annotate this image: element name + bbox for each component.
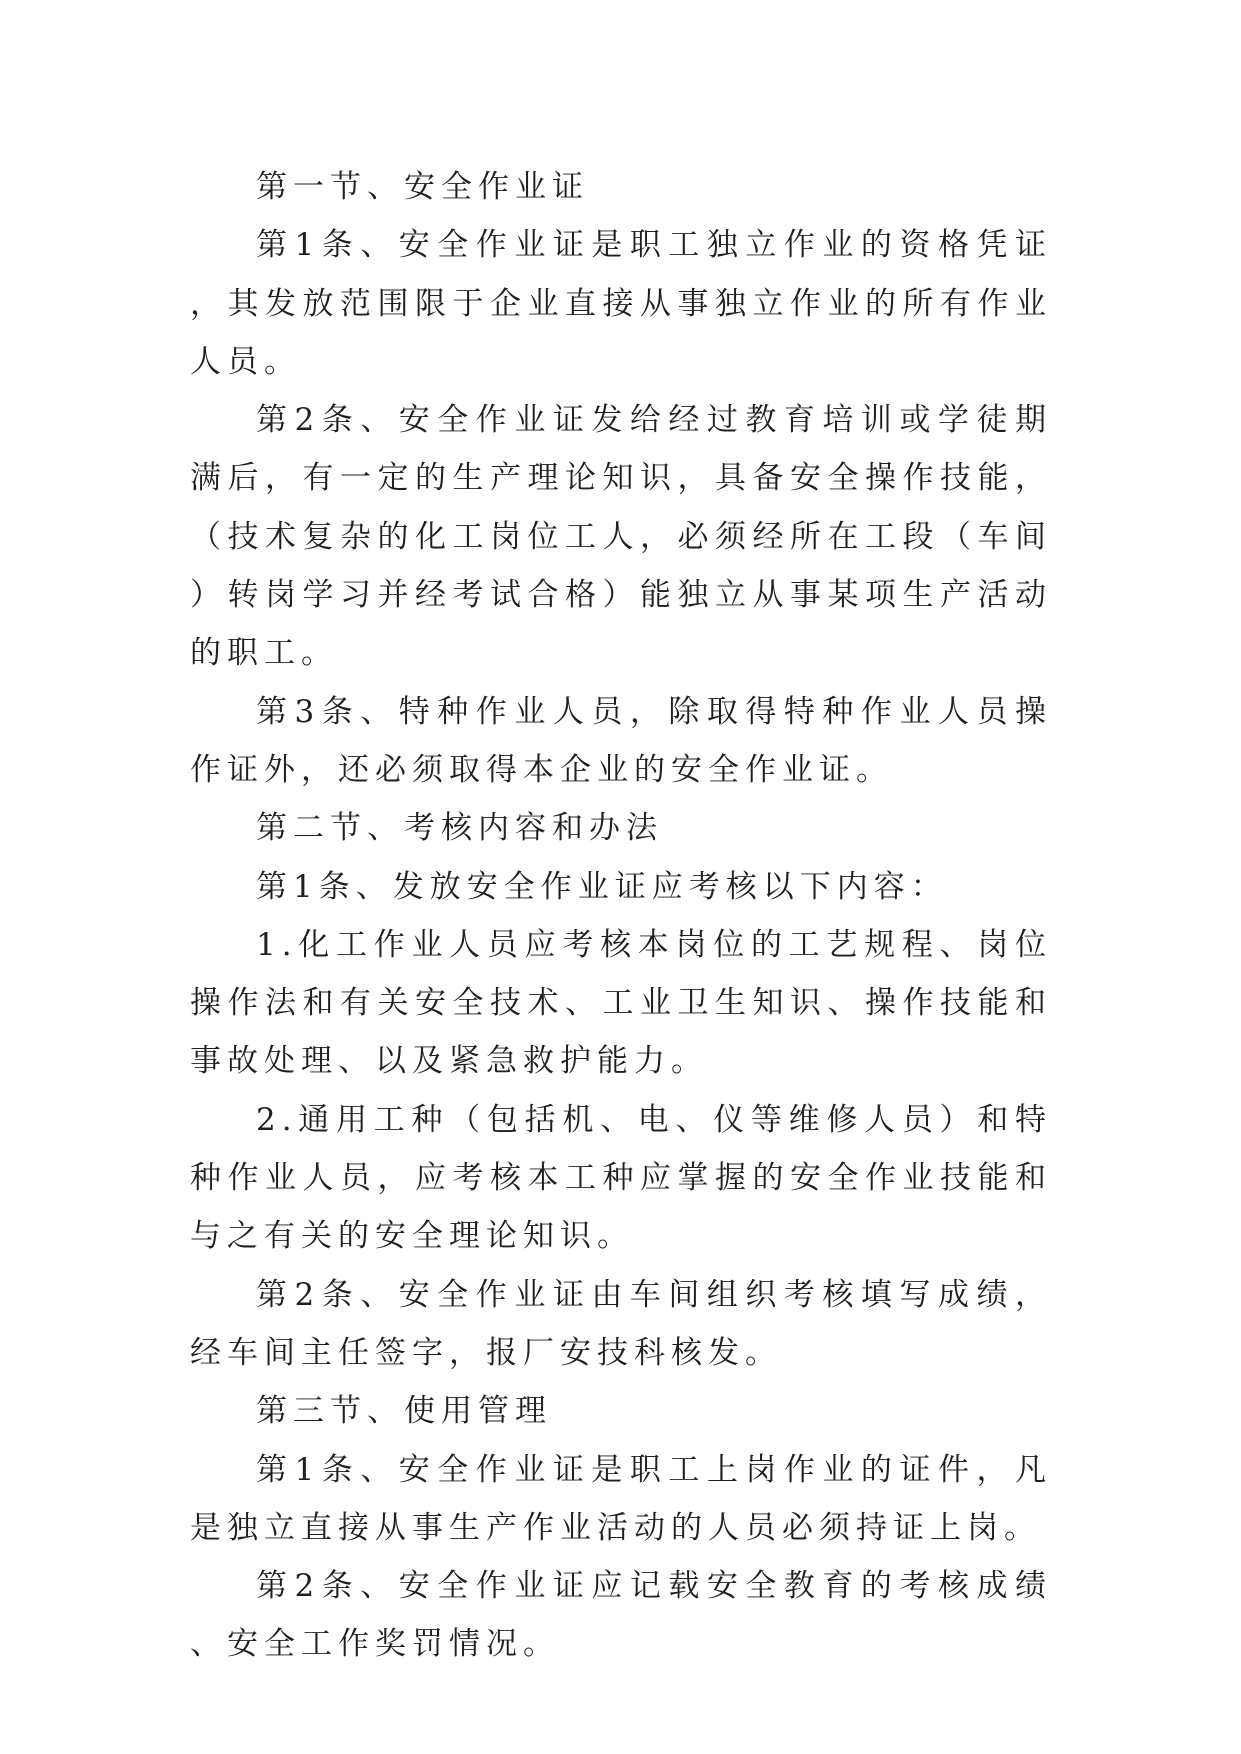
- article-paragraph: 第2条、安全作业证发给经过教育培训或学徒期满后，有一定的生产理论知识，具备安全操作技能，（技术复杂的化工岗位工人，必须经所在工段（车间）转岗学习并经考试合格）能独立从事某项生产活动的职工。: [190, 402, 1052, 672]
- list-item-paragraph: 1.化工作业人员应考核本岗位的工艺规程、岗位操作法和有关安全技术、工业卫生知识、操作技能和事故处理、以及紧急救护能力。: [190, 926, 1052, 1080]
- article-paragraph: 第2条、安全作业证应记载安全教育的考核成绩、安全工作奖罚情况。: [190, 1568, 1052, 1663]
- list-item-paragraph: 2.通用工种（包括机、电、仪等维修人员）和特种作业人员，应考核本工种应掌握的安全作业技能和与之有关的安全理论知识。: [190, 1101, 1052, 1255]
- section-heading-3: 第三节、使用管理: [256, 1393, 552, 1430]
- article-paragraph: 第2条、安全作业证由车间组织考核填写成绩，经车间主任签字，报厂安技科核发。: [190, 1276, 1052, 1371]
- document-body: [190, 158, 1052, 1674]
- section-heading-2: 第二节、考核内容和办法: [256, 810, 663, 847]
- article-paragraph: 第1条、安全作业证是职工独立作业的资格凭证，其发放范围限于企业直接从事独立作业的所有作业人员。: [190, 227, 1052, 380]
- article-paragraph: 第3条、特种作业人员，除取得特种作业人员操作证外，还必须取得本企业的安全作业证。: [190, 693, 1052, 788]
- article-paragraph: 第1条、安全作业证是职工上岗作业的证件，凡是独立直接从事生产作业活动的人员必须持证上岗。: [190, 1451, 1052, 1546]
- article-paragraph: 第1条、发放安全作业证应考核以下内容：: [256, 868, 948, 905]
- section-heading-1: 第一节、安全作业证: [256, 169, 589, 205]
